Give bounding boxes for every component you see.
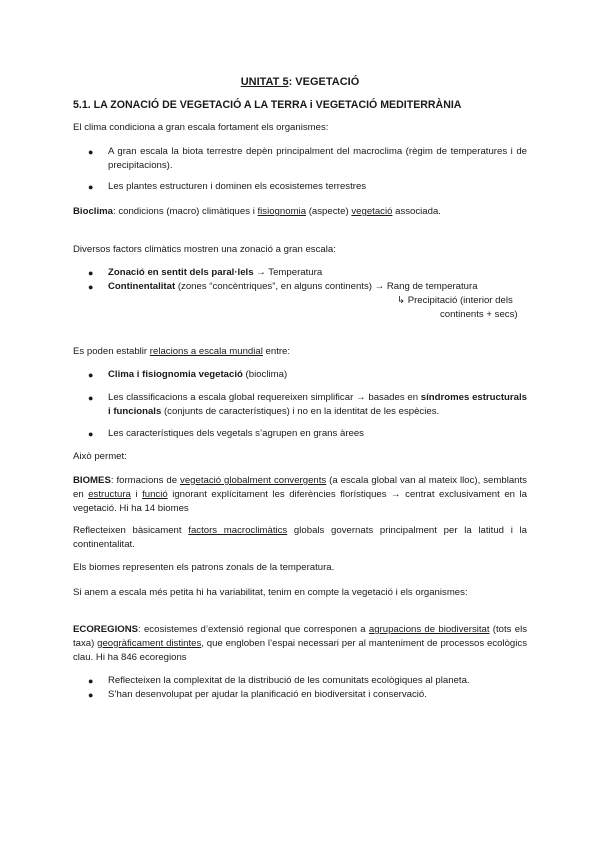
continuation-line: continents + secs) <box>440 309 518 320</box>
unit-name: : VEGETACIÓ <box>288 76 360 88</box>
text-run: i <box>130 489 143 500</box>
text-run: , que engloben l’espai necessari per al manteniment de processos ecològics clau. Hi ha 846 ecoregions <box>73 638 527 663</box>
underlined-term: vegetació <box>351 206 393 217</box>
bold-term: Continentalitat <box>108 281 176 292</box>
bold-term: Clima i fisiognomia vegetació <box>108 369 243 380</box>
text-run: Reflecteixen bàsicament <box>73 525 189 536</box>
bullet-icon: ● <box>88 282 94 292</box>
text-run: : condicions (macro) climàtiques i <box>113 206 258 217</box>
list-item <box>108 266 527 280</box>
text-run: entre: <box>262 346 291 357</box>
permet-paragraph: Això permet: <box>73 451 127 462</box>
text-run: ignorant explícitament les diferències florístiques → centrat exclusivament en la vegetació. Hi ha 14 biomes <box>73 489 527 514</box>
list-item: Reflecteixen la complexitat de la distribució de les comunitats ecològiques al planeta. <box>108 675 470 686</box>
text-run: (conjunts de característiques) i no en la identitat de les espècies. <box>161 406 440 417</box>
underlined-term: fisiognomia <box>257 206 307 217</box>
biomes-patterns-paragraph: Els biomes representen els patrons zonals de la temperatura. <box>73 562 335 573</box>
bullet-icon: ● <box>88 429 94 439</box>
ecoregions-paragraph <box>73 623 527 665</box>
reflect-paragraph <box>73 524 527 552</box>
text-run: → Temperatura <box>253 267 323 278</box>
text-run: : ecosistemes d’extensió regional que corresponen a <box>138 624 369 635</box>
bold-term: síndromes estructurals i funcionals <box>108 392 527 417</box>
bullet-icon: ● <box>88 370 94 380</box>
bold-term: BIOMES <box>73 475 111 486</box>
underlined-term: relacions a escala mundial <box>149 346 263 357</box>
text-run: Es poden establir <box>73 346 150 357</box>
text-run: (tots els taxa) <box>73 624 527 649</box>
bullet-icon: ● <box>88 268 94 278</box>
relations-paragraph <box>73 345 527 359</box>
unit-label: UNITAT 5 <box>240 76 289 88</box>
underlined-term: funció <box>142 489 168 500</box>
bold-term: ECOREGIONS <box>73 624 139 635</box>
list-item: Les característiques dels vegetals s’agrupen en grans àrees <box>108 428 364 439</box>
underlined-term: vegetació globalment convergents <box>180 475 327 486</box>
list-item <box>108 391 527 419</box>
list-item: Les plantes estructuren i dominen els ecosistemes terrestres <box>108 181 367 192</box>
factors-intro: Diversos factors climàtics mostren una zonació a gran escala: <box>73 244 336 255</box>
text-run: (aspecte) <box>306 206 352 217</box>
bullet-icon: ● <box>88 393 94 403</box>
text-run: (bioclima) <box>242 369 288 380</box>
bullet-icon: ● <box>88 182 94 192</box>
list-item <box>108 368 527 382</box>
bullet-icon: ● <box>88 676 94 686</box>
bioclima-paragraph <box>73 205 527 219</box>
unit-title <box>0 76 600 88</box>
text-run: : formacions de <box>110 475 181 486</box>
text-run: globals governats principalment per la latitud i la continentalitat. <box>73 525 528 550</box>
text-run: associada. <box>392 206 441 217</box>
underlined-term: estructura <box>88 489 131 500</box>
underlined-term: agrupacions de biodiversitat <box>368 624 490 635</box>
bullet-icon: ● <box>88 147 94 157</box>
text-run: (zones “concèntriques”, en alguns continents) → Rang de temperatura <box>175 281 478 292</box>
bioclima-term: Bioclima <box>73 206 113 217</box>
biomes-paragraph <box>73 474 527 516</box>
section-heading: 5.1. LA ZONACIÓ DE VEGETACIÓ A LA TERRA i VEGETACIÓ MEDITERRÀNIA <box>73 99 462 111</box>
underlined-term: geogràficament distintes <box>97 638 202 649</box>
text-run: Les classificacions a escala global requereixen simplificar → basades en <box>108 392 421 403</box>
scale-paragraph: Si anem a escala més petita hi ha variabilitat, tenim en compte la vegetació i els organismes: <box>73 587 468 598</box>
text-run: (a escala global van al mateix lloc), semblants en <box>73 475 527 500</box>
bold-term: Zonació en sentit dels paral·lels <box>108 267 254 278</box>
continuation-line: ↳ Precipitació (interior dels <box>397 295 513 306</box>
bullet-icon: ● <box>88 690 94 700</box>
intro-paragraph: El clima condiciona a gran escala fortament els organismes: <box>73 122 329 133</box>
list-item <box>108 280 527 294</box>
list-item: S’han desenvolupat per ajudar la planificació en biodiversitat i conservació. <box>108 689 427 700</box>
underlined-term: factors macroclimàtics <box>188 525 288 536</box>
list-item: A gran escala la biota terrestre depèn principalment del macroclima (règim de temperatures i de precipitacions). <box>108 146 527 171</box>
